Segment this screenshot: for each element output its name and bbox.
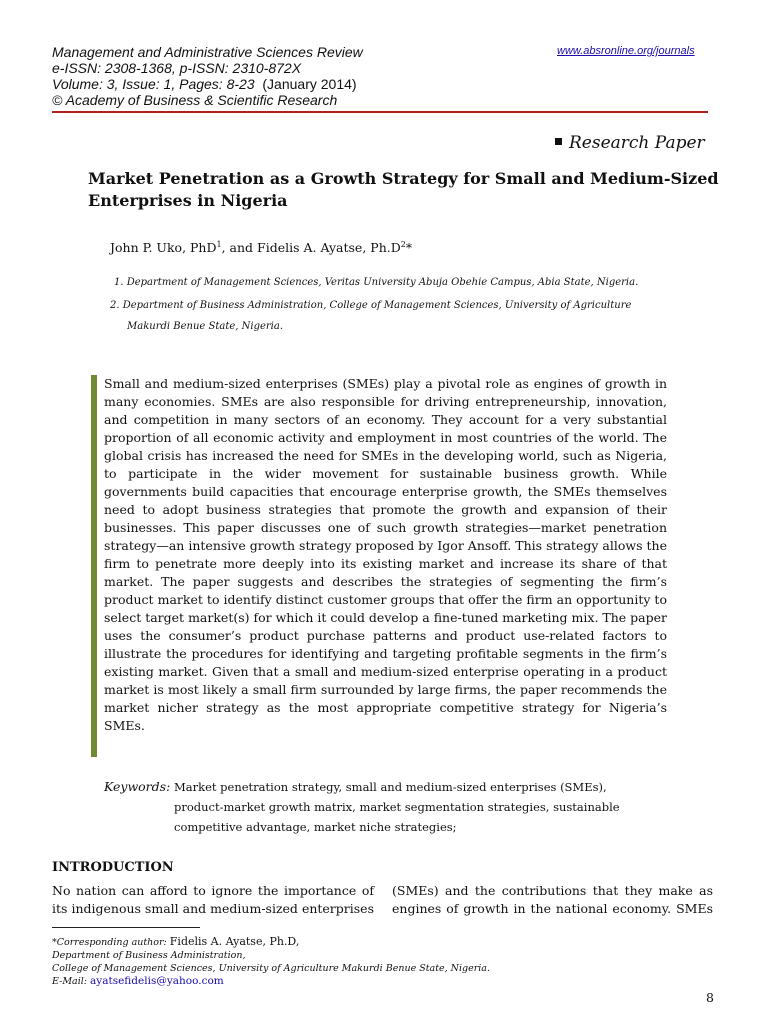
keywords-line-3: competitive advantage, market niche strategies;	[174, 820, 457, 834]
author-1-sup: 1	[216, 240, 222, 249]
journal-header	[52, 44, 363, 108]
journal-name: Management and Administrative Sciences Review	[52, 44, 363, 60]
author-2-sup: 2	[400, 240, 406, 249]
affiliation-2-line-1: 2. Department of Business Administration, College of Management Sciences, University of Agriculture	[110, 300, 632, 311]
email-label: E-Mail:	[52, 976, 87, 987]
journal-issn: e-ISSN: 2308-1368, p-ISSN: 2310-872X	[52, 60, 302, 76]
intro-left-line-2: its indigenous small and medium-sized enterprises	[52, 901, 374, 916]
volume-text: Volume: 3, Issue: 1, Pages: 8-23	[52, 76, 255, 92]
keywords-line-1: Market penetration strategy, small and medium-sized enterprises (SMEs),	[174, 780, 607, 794]
footnote-rule	[52, 927, 200, 928]
page-number: 8	[706, 990, 714, 1005]
footnote-line-2	[52, 949, 490, 962]
article-type-text: Research Paper	[569, 133, 705, 153]
author-line	[110, 240, 412, 255]
paper-title	[88, 168, 728, 212]
intro-right-column	[392, 882, 713, 918]
corresponding-star: *	[405, 240, 413, 256]
footnote-college: College of Management Sciences, University of Agriculture Makurdi Benue State, Nigeria.	[52, 963, 490, 974]
footnote-department: Department of Business Administration,	[52, 950, 246, 961]
email-link[interactable]: ayatsefidelis@yahoo.com	[90, 975, 224, 987]
author-1: John P. Uko, PhD	[110, 240, 217, 256]
issue-date: (January 2014)	[262, 76, 357, 92]
publisher: © Academy of Business & Scientific Research	[52, 92, 338, 108]
intro-right-line-2: engines of growth in the national economy. SMEs	[392, 901, 713, 916]
title-line-2: Enterprises in Nigeria	[88, 191, 288, 210]
abstract-text: Small and medium-sized enterprises (SMEs) play a pivotal role as engines of growth in many economies. SMEs are also responsible for driving entrepreneurship, innovation, and competition in many sectors of an economy. They account for a very substantial proportion of all economic activity and employment in most countries of the world. The global crisis has increased the need for SMEs in the developing world, such as Nigeria, to participate in the wider movement for sustainable business growth. While governments build capacities that encourage enterprise growth, the SMEs themselves need to adopt business strategies that promote the growth and expansion of their businesses. This paper discusses one of such growth strategies—market penetration strategy—an intensive growth strategy proposed by Igor Ansoff. This strategy allows the firm to penetrate more deeply into its existing market and increase its share of that market. The paper suggests and describes the strategies of segmenting the firm’s product market to identify distinct customer groups that offer the firm an opportunity to select target market(s) for which it could develop a fine-tuned marketing mix. The paper uses the consumer’s product purchase patterns and product use-related factors to illustrate the procedures for identifying and targeting profitable segments in the firm’s existing market. Given that a small and medium-sized enterprise operating in a product market is most likely a small firm surrounded by large firms, the paper recommends the market nicher strategy as the most appropriate competitive strategy for Nigeria’s SMEs.	[104, 376, 667, 733]
footnote-line-3	[52, 962, 490, 975]
square-bullet-icon	[555, 138, 562, 145]
affiliation-2-line-2: Makurdi Benue State, Nigeria.	[127, 321, 284, 332]
author-separator: , and Fidelis A. Ayatse, Ph.D	[221, 240, 401, 256]
intro-right-line-1: (SMEs) and the contributions that they make as	[392, 883, 713, 898]
corresponding-author-footnote	[52, 935, 490, 988]
journal-volume	[52, 76, 363, 92]
journal-url-link[interactable]: www.absronline.org/journals	[557, 45, 695, 57]
corresponding-name: Fidelis A. Ayatse, Ph.D,	[169, 935, 300, 948]
affiliation-1: 1. Department of Management Sciences, Veritas University Abuja Obehie Campus, Abia State, Nigeria.	[114, 277, 639, 288]
header-rule	[52, 111, 708, 113]
footnote-line-1	[52, 935, 490, 949]
corresponding-label: *Corresponding author:	[52, 937, 167, 948]
abstract-bar	[91, 375, 97, 757]
keywords-label: Keywords:	[104, 779, 171, 794]
footnote-line-4	[52, 975, 490, 988]
article-type-label	[555, 133, 705, 153]
keywords-line-2: product-market growth matrix, market segmentation strategies, sustainable	[174, 800, 620, 814]
introduction-heading: INTRODUCTION	[52, 860, 174, 875]
intro-left-line-1: No nation can afford to ignore the importance of	[52, 883, 374, 898]
keywords-text	[174, 777, 668, 837]
intro-left-column	[52, 882, 374, 918]
title-line-1: Market Penetration as a Growth Strategy for Small and Medium-Sized	[88, 169, 719, 188]
